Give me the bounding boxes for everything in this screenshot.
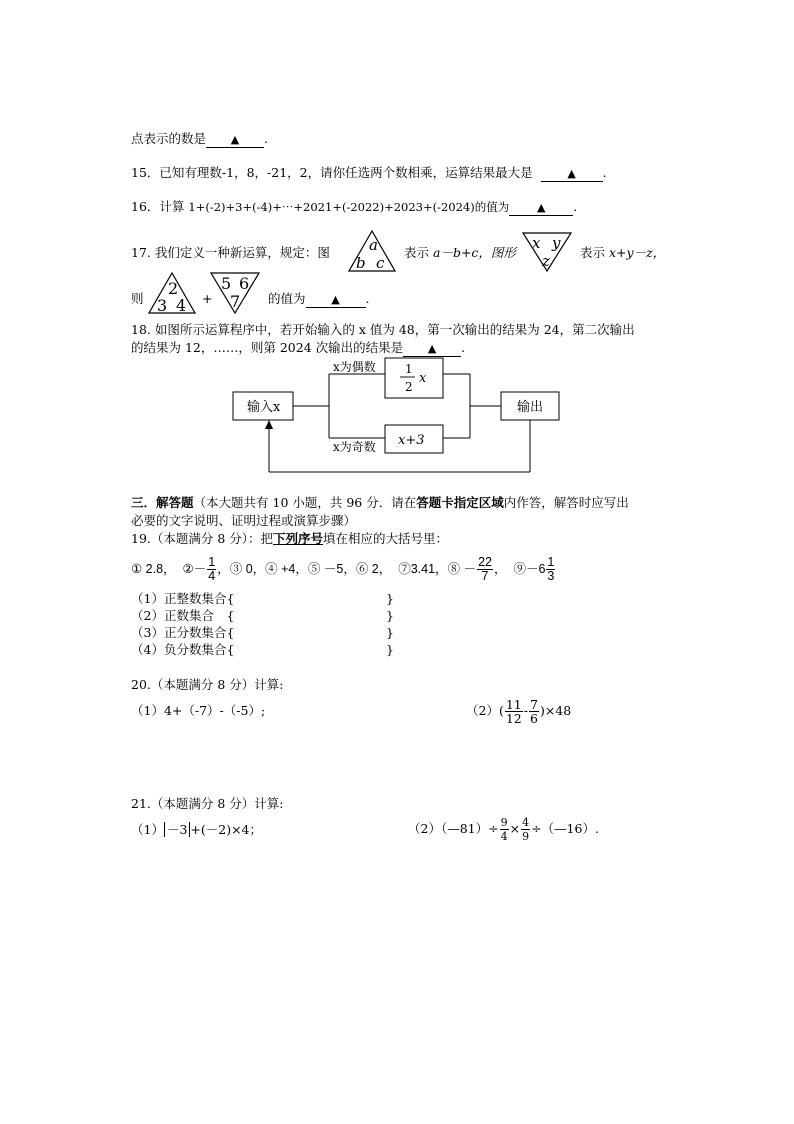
svg-text:x+3: x+3 bbox=[398, 433, 425, 448]
svg-text:3: 3 bbox=[157, 296, 168, 314]
section3-title: 三．解答题 bbox=[131, 495, 194, 510]
flow-input-label: 输入x bbox=[247, 400, 281, 415]
tri-a: a bbox=[369, 236, 378, 254]
q16-prefix: 16．计算 bbox=[131, 199, 185, 214]
tri-z: z bbox=[542, 252, 550, 270]
triangle-abc-figure bbox=[348, 230, 396, 272]
answer-blank bbox=[306, 293, 366, 308]
question-21-head: 21.（本题满分 8 分）计算: bbox=[131, 796, 284, 811]
flowchart-diagram bbox=[225, 355, 570, 480]
svg-text:2: 2 bbox=[168, 279, 179, 298]
inverted-triangle-xyz-figure bbox=[522, 232, 572, 272]
tri-y: y bbox=[552, 234, 561, 252]
plus-sign: + bbox=[202, 291, 213, 306]
triangle-mark-icon: ▲ bbox=[230, 133, 240, 146]
svg-text:x: x bbox=[419, 371, 427, 386]
triangle-mark-icon: ▲ bbox=[537, 201, 546, 214]
set-row-3: （3）正分数集合{ bbox=[131, 625, 235, 640]
set-row-2: （2）正数集合 { bbox=[131, 608, 235, 623]
answer-blank bbox=[509, 201, 573, 216]
absolute-value: －3 bbox=[164, 822, 190, 837]
flow-even-label: x为偶数 bbox=[333, 360, 376, 374]
question-21-part2: （2）（—81）÷ $\frac{9}{4}$ × $\frac{4}{9}$ ÷（—16）. bbox=[408, 816, 599, 843]
question-19-items: ① 2.8， ②－ $\frac{1}{4}$ ，③ 0，④ +4，⑤ －5，⑥ 2， ⑦3.41，⑧ － $\frac{22}{7}$ ， ⑨－6 $\frac{1}{3}$ bbox=[131, 555, 555, 584]
q15-text: 15．已知有理数-1，8，-21，2，请你任选两个数相乘，运算结果最大是 bbox=[131, 165, 533, 180]
section3-highlight: 答题卡指定区域 bbox=[416, 495, 504, 510]
tri-c: c bbox=[376, 254, 385, 272]
tri-x: x bbox=[532, 234, 541, 252]
answer-blank bbox=[206, 133, 264, 148]
q17-intro: 17. 我们定义一种新运算，规定：图 bbox=[131, 245, 330, 260]
svg-text:2: 2 bbox=[405, 380, 413, 394]
tri-b: b bbox=[356, 254, 366, 272]
question-20-part2: （2）( $\frac{11}{12}$ - $\frac{7}{6}$ )×48 bbox=[466, 697, 572, 726]
question-19-head: 19.（本题满分 8 分）：把下列序号填在相应的大括号里： bbox=[131, 531, 449, 546]
q17-then: 则 bbox=[131, 291, 144, 306]
q14-tail: 点表示的数是 ▲ . bbox=[131, 131, 268, 146]
question-18-line1: 18. 如图所示运算程序中，若开始输入的 x 值为 48，第一次输出的结果为 24，第二次输出 bbox=[131, 322, 635, 337]
triangle-234-figure bbox=[148, 272, 196, 314]
svg-text:6: 6 bbox=[239, 274, 250, 293]
section3-line2: 必要的文字说明、证明过程或演算步骤） bbox=[131, 513, 357, 528]
section3-header: 三．解答题（本大题共有 10 小题，共 96 分．请在答题卡指定区域内作答，解答时应写出 bbox=[131, 495, 629, 510]
flow-even-box bbox=[385, 358, 443, 398]
svg-text:1: 1 bbox=[405, 362, 413, 376]
q17-rule1: a－b+c，图形 bbox=[433, 245, 516, 260]
question-17 bbox=[131, 244, 330, 262]
flow-odd-label: x为奇数 bbox=[333, 440, 376, 454]
set-row-4: （4）负分数集合{ bbox=[131, 642, 235, 657]
flow-output-label: 输出 bbox=[517, 400, 544, 415]
question-18-line2: 的结果为 12，……，则第 2024 次输出的结果是 ▲ . bbox=[131, 340, 466, 355]
question-15: 15．已知有理数-1，8，-21，2，请你任选两个数相乘，运算结果最大是 ▲ . bbox=[131, 165, 607, 180]
arrow-up-icon bbox=[265, 420, 273, 429]
q14-text: 点表示的数是 bbox=[131, 131, 207, 146]
triangle-mark-icon: ▲ bbox=[331, 293, 340, 306]
question-20-head: 20.（本题满分 8 分）计算: bbox=[131, 677, 284, 692]
inverted-triangle-567-figure bbox=[210, 272, 260, 314]
svg-text:7: 7 bbox=[230, 292, 241, 311]
set-row-1: （1）正整数集合{ bbox=[131, 591, 235, 606]
question-16: 16．计算 1+(-2)+3+(-4)+⋯+2021+(-2022)+2023+(-2024)的值为 ▲ . bbox=[131, 199, 578, 214]
svg-text:4: 4 bbox=[176, 296, 187, 314]
q16-expression: 1+(-2)+3+(-4)+⋯+2021+(-2022)+2023+(-2024)的值为 bbox=[188, 200, 510, 214]
triangle-mark-icon: ▲ bbox=[427, 342, 437, 355]
triangle-mark-icon: ▲ bbox=[567, 167, 576, 180]
question-21-part1: （1） －3 +(－2)×4； bbox=[131, 822, 263, 837]
q17-rule2: x+y－z， bbox=[609, 245, 666, 260]
answer-blank bbox=[541, 167, 603, 182]
question-20-part1: （1）4+（-7）-（-5）; bbox=[131, 703, 266, 718]
svg-text:5: 5 bbox=[221, 274, 232, 293]
